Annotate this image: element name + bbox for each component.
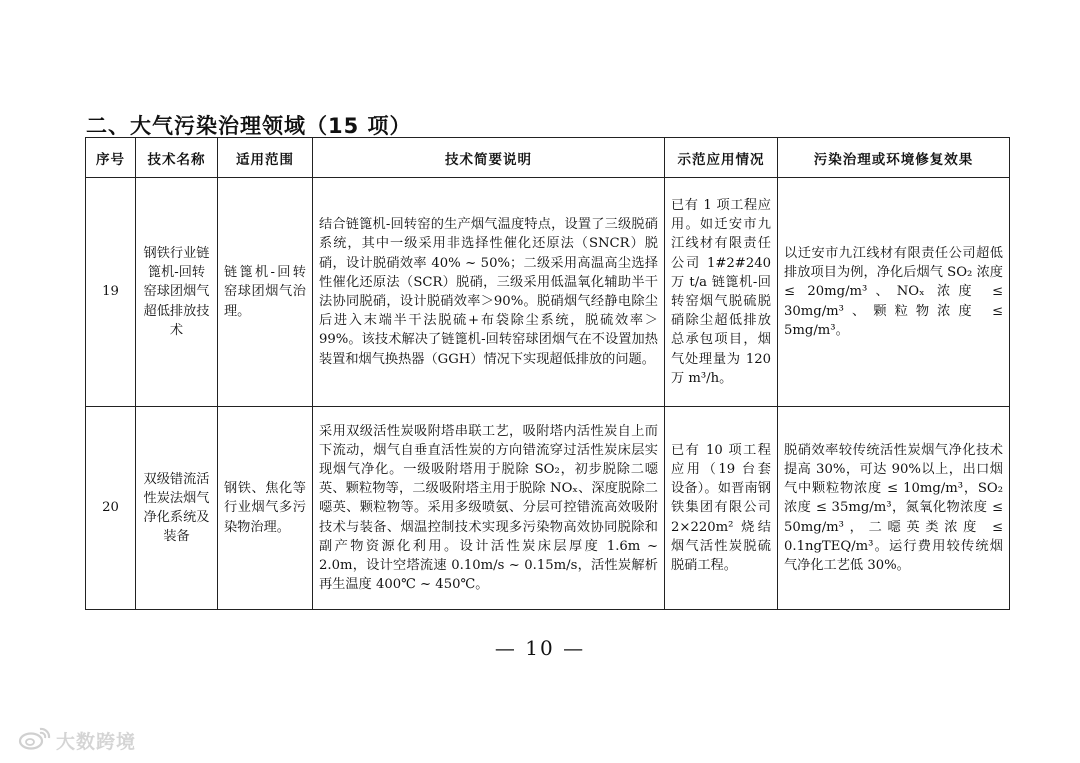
demo-application: 已有 1 项工程应用。如迁安市九江线材有限责任公司 1#2#240 万 t/a 链篦机-回转窑烟气脱硫脱硝除尘超低排放总承包项目，烟气处理量为 120 万 m³/h。 [665, 178, 778, 407]
watermark-text: 大数跨境 [56, 731, 137, 753]
tech-name: 钢铁行业链篦机-回转窑球团烟气超低排放技术 [136, 178, 218, 407]
tech-name: 双级错流活性炭法烟气净化系统及装备 [136, 407, 218, 610]
tech-description: 结合链篦机-回转窑的生产烟气温度特点，设置了三级脱硝系统，其中一级采用非选择性催化还原法（SNCR）脱硝，设计脱硝效率 40% ~ 50%；二级采用高温高尘选择性催化还原法（SCR）脱硝，三级采用低温氧化辅助半干法协同脱硝，设计脱硝效率＞90%。脱硝烟气经静电除尘后进入末端半干法脱硫+布袋除尘系统，脱硫效率＞99%。该技术解决了链篦机-回转窑球团烟气在不设置加热装置和烟气换热器（GGH）情况下实现超低排放的问题。 [313, 178, 665, 407]
scope: 钢铁、焦化等行业烟气多污染物治理。 [218, 407, 313, 610]
table-header-row [86, 138, 1010, 178]
treatment-effect: 脱硝效率较传统活性炭烟气净化技术提高 30%，可达 90%以上，出口烟气中颗粒物浓度 ≤ 10mg/m³，SO₂ 浓度 ≤ 35mg/m³，氮氧化物浓度 ≤ 50mg/m³，二噁英类浓度 ≤ 0.1ngTEQ/m³。运行费用较传统烟气净化工艺低 30%。 [778, 407, 1010, 610]
header-scope: 适用范围 [218, 138, 313, 178]
table-row [86, 407, 1010, 610]
section-title: 二、大气污染治理领域（15 项） [86, 114, 412, 138]
header-desc: 技术简要说明 [313, 138, 665, 178]
demo-application: 已有 10 项工程应用（19 台套设备）。如晋南钢铁集团有限公司 2×220m² 烧结烟气活性炭脱硫脱硝工程。 [665, 407, 778, 610]
row-number: 19 [86, 178, 136, 407]
technology-table [85, 137, 1010, 610]
header-effect: 污染治理或环境修复效果 [778, 138, 1010, 178]
header-name: 技术名称 [136, 138, 218, 178]
header-no: 序号 [86, 138, 136, 178]
weibo-logo-icon [18, 726, 52, 755]
treatment-effect: 以迁安市九江线材有限责任公司超低排放项目为例，净化后烟气 SO₂ 浓度 ≤ 20mg/m³、NOₓ 浓度 ≤ 30mg/m³、颗粒物浓度 ≤ 5mg/m³。 [778, 178, 1010, 407]
row-number: 20 [86, 407, 136, 610]
table-row [86, 178, 1010, 407]
watermark [18, 726, 136, 755]
header-demo: 示范应用情况 [665, 138, 778, 178]
tech-description: 采用双级活性炭吸附塔串联工艺，吸附塔内活性炭自上而下流动，烟气自垂直活性炭的方向错流穿过活性炭床层实现烟气净化。一级吸附塔用于脱除 SO₂，初步脱除二噁英、颗粒物等，二级吸附塔主用于脱除 NOₓ、深度脱除二噁英、颗粒物等。采用多级喷氨、分层可控错流高效吸附技术与装备、烟温控制技术实现多污染物高效协同脱除和副产物资源化利用。设计活性炭床层厚度 1.6m ~ 2.0m，设计空塔流速 0.10m/s ~ 0.15m/s，活性炭解析再生温度 400℃ ~ 450℃。 [313, 407, 665, 610]
scope: 链篦机-回转窑球团烟气治理。 [218, 178, 313, 407]
page-number: — 10 — [494, 636, 586, 660]
